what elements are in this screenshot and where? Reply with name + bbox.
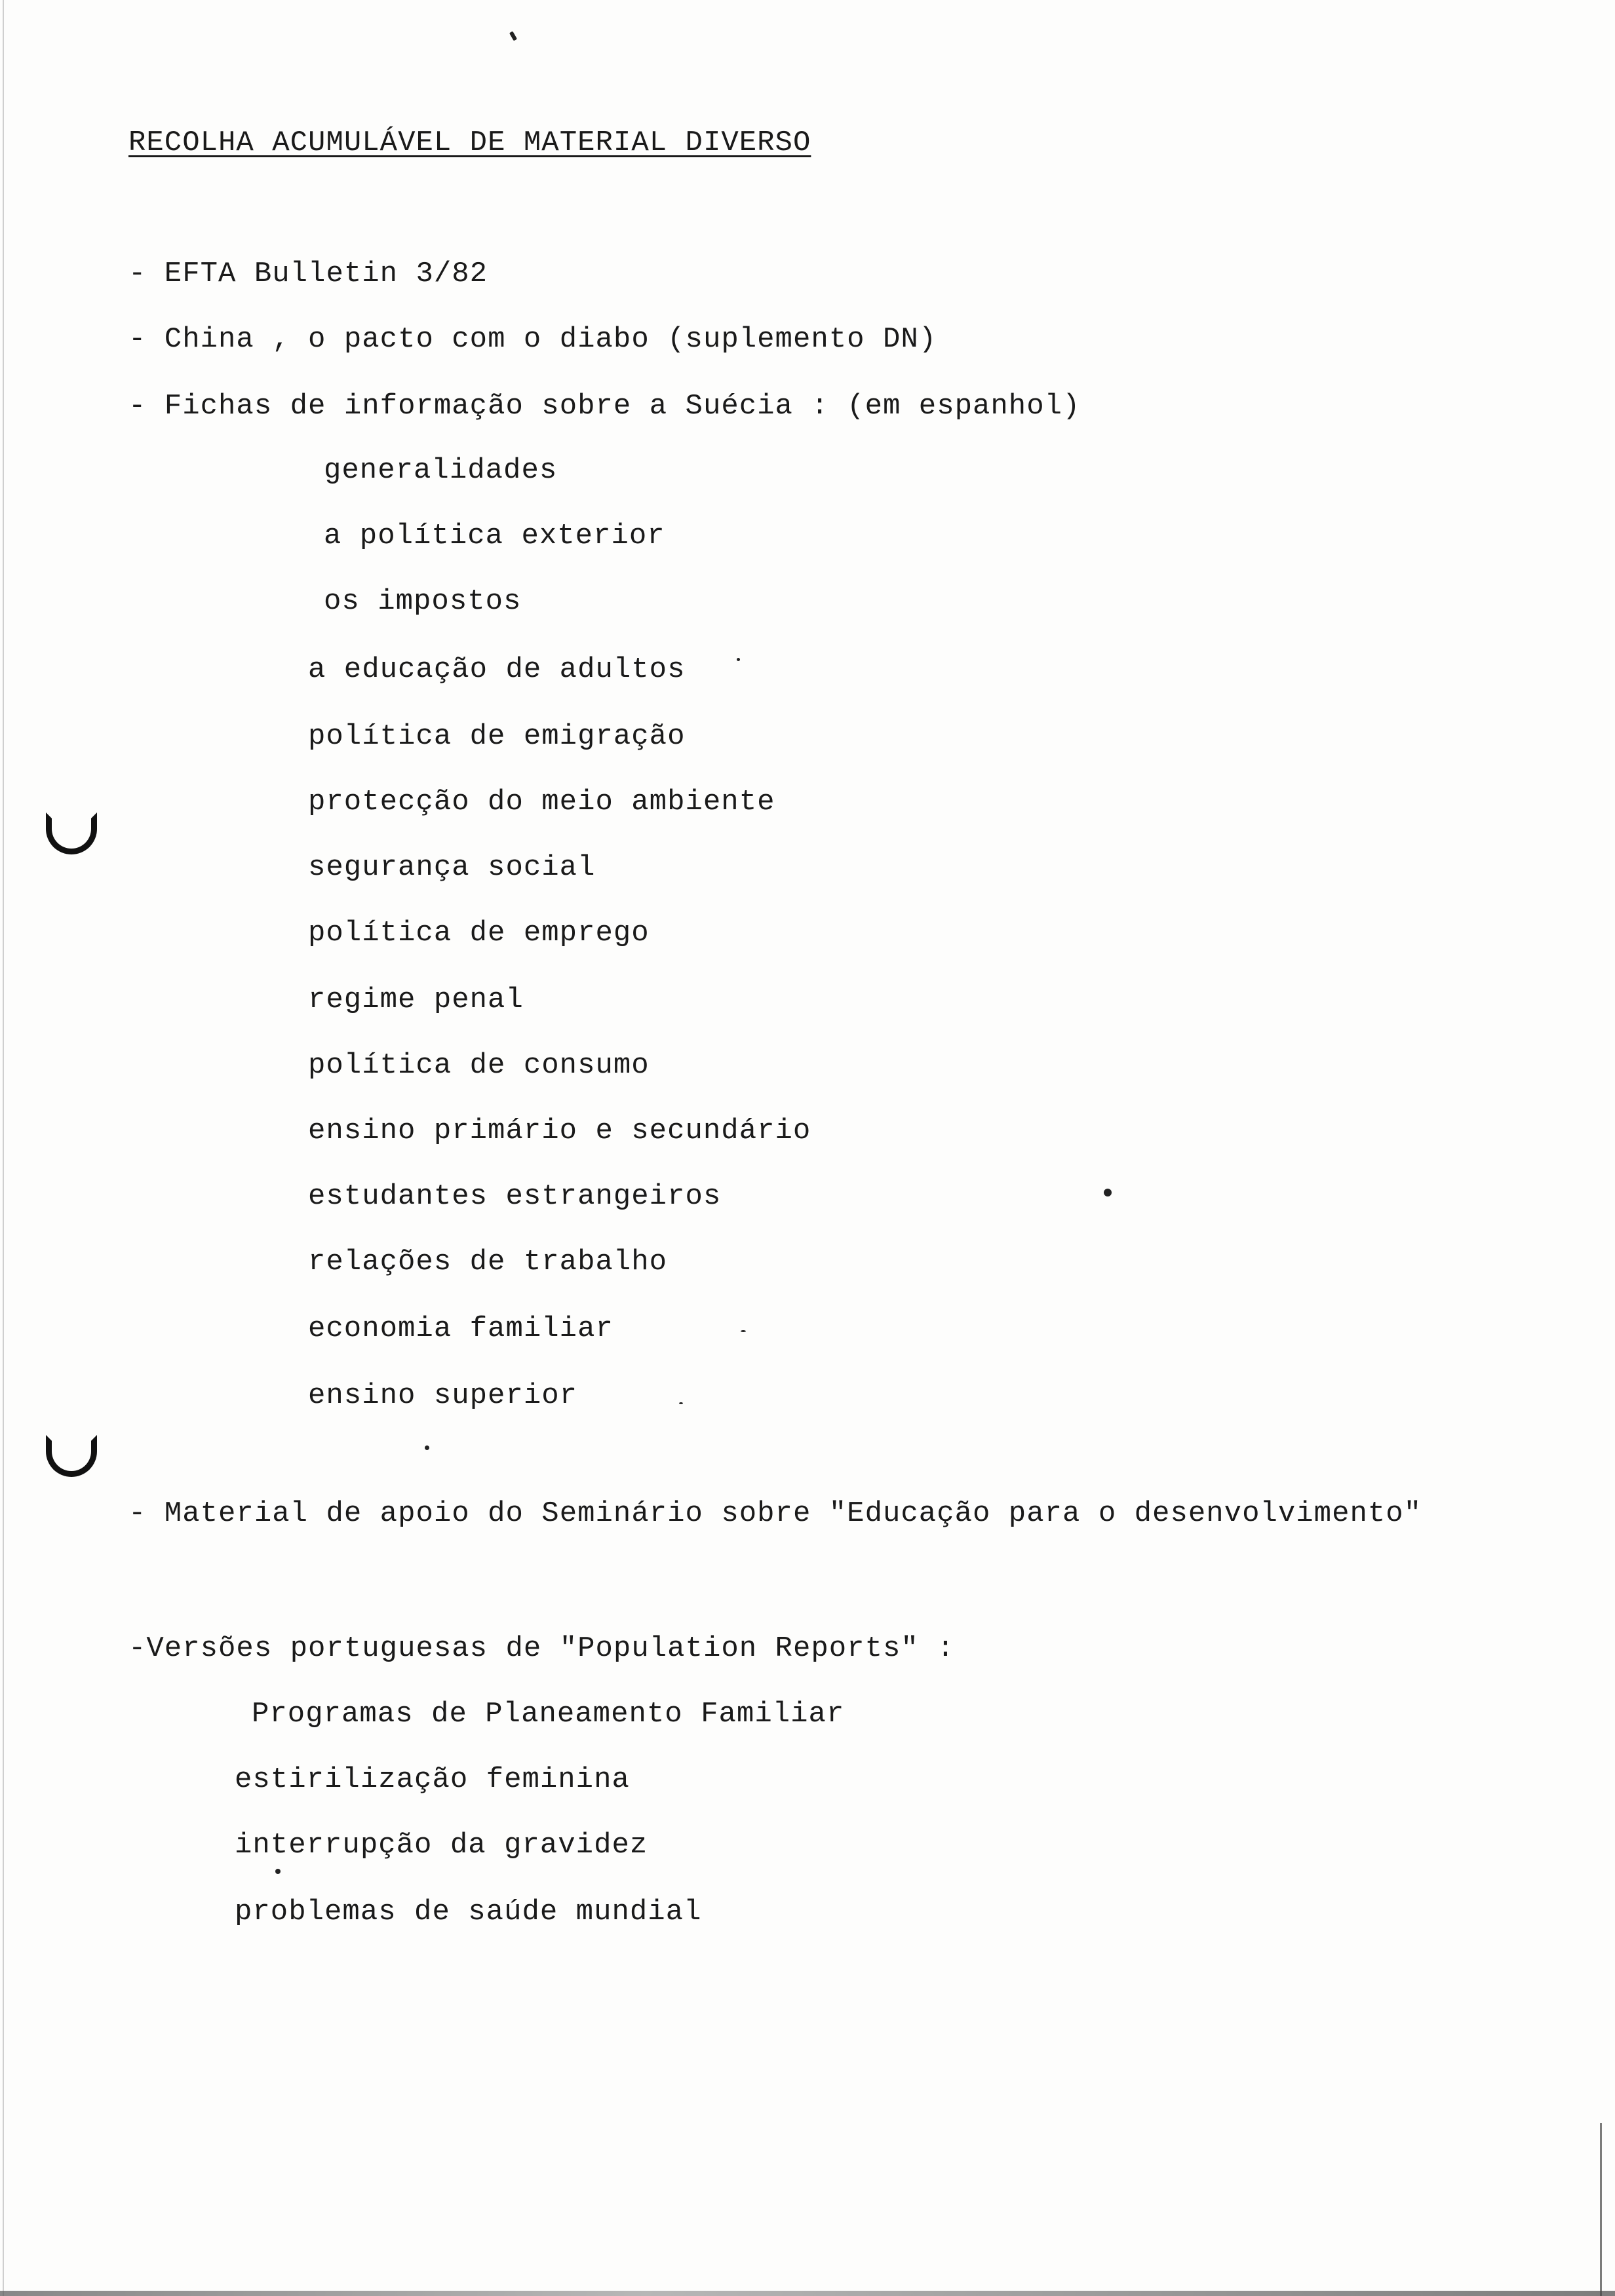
sweden-topic: generalidades [324,454,558,487]
sweden-topic: regime penal [308,984,524,1016]
sweden-topic: protecção do meio ambiente [308,786,775,818]
scan-speck [741,1330,746,1332]
scan-speck [679,1402,683,1404]
sweden-topic: política de emprego [308,917,650,949]
list-item-fichas-suecia: - Fichas de informação sobre a Suécia : (em espanhol) [128,390,1081,423]
sweden-topic: a educação de adultos [308,653,686,686]
scan-speck [509,31,517,41]
binder-hole-mark [46,813,97,854]
binder-hole-mark [46,1435,97,1477]
sweden-topic: economia familiar [308,1312,613,1345]
population-topic: interrupção da gravidez [235,1829,648,1862]
page-left-edge [3,0,4,2296]
scan-speck [425,1445,429,1450]
sweden-topic: estudantes estrangeiros [308,1180,722,1213]
sweden-topic: ensino superior [308,1379,578,1412]
scan-speck [1104,1189,1112,1196]
list-item-efta-bulletin: - EFTA Bulletin 3/82 [128,258,488,290]
sweden-topic: política de consumo [308,1049,650,1082]
document-title: RECOLHA ACUMULÁVEL DE MATERIAL DIVERSO [128,126,811,159]
list-item-china: - China , o pacto com o diabo (suplemento DN) [128,323,937,356]
list-item-population-reports: -Versões portuguesas de "Population Reports" : [128,1632,955,1665]
sweden-topic: segurança social [308,851,596,884]
scan-speck [275,1869,281,1874]
sweden-topic: relações de trabalho [308,1246,668,1278]
sweden-topic: ensino primário e secundário [308,1115,811,1147]
sweden-topic: a política exterior [324,520,665,552]
scan-speck [737,658,740,661]
population-topic: estirilização feminina [235,1763,630,1796]
page-bottom-edge [0,2291,1615,2296]
population-topic: problemas de saúde mundial [235,1896,702,1928]
population-topic: Programas de Planeamento Familiar [252,1698,845,1731]
page-right-edge [1600,2123,1602,2296]
sweden-topic: os impostos [324,585,522,618]
sweden-topic: política de emigração [308,720,686,753]
list-item-seminario: - Material de apoio do Seminário sobre "Educação para o desenvolvimento" [128,1497,1422,1530]
